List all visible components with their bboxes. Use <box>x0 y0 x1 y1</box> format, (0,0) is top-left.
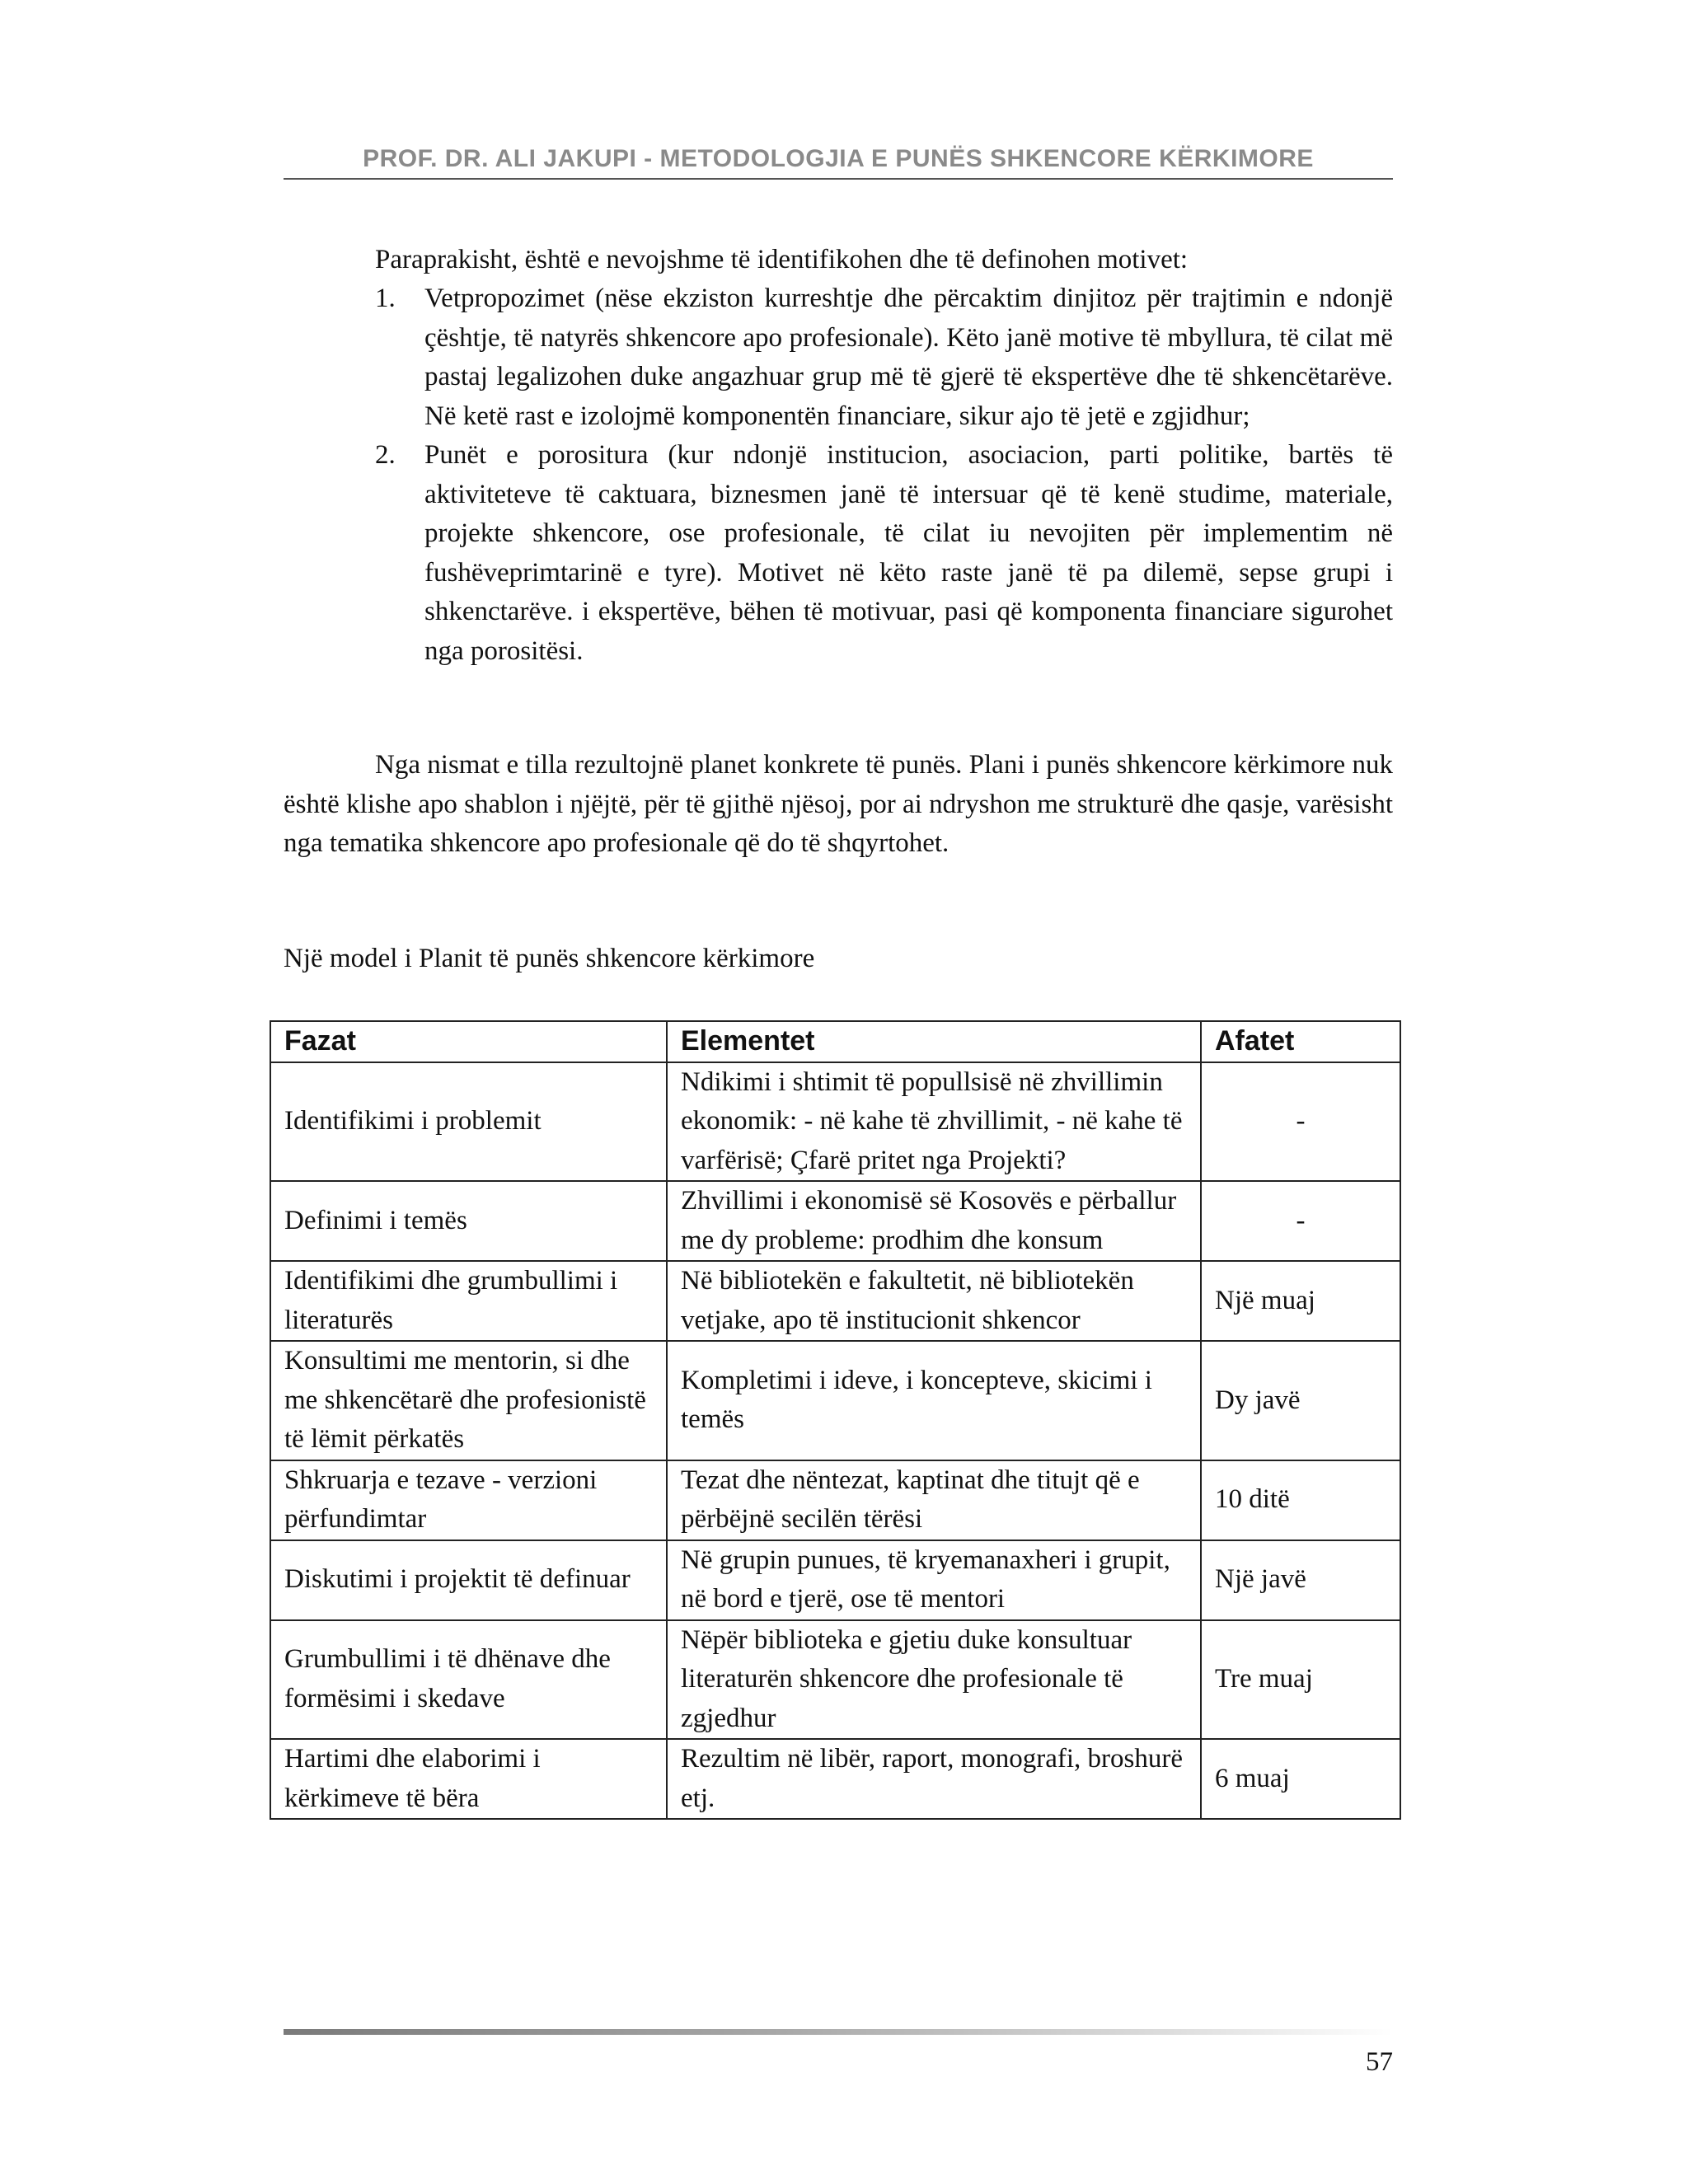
elements-cell: Në grupin punues, të kryemanaxheri i grupit, në bord e tjerë, ose të mentori <box>667 1540 1201 1620</box>
elements-cell: Zhvillimi i ekonomisë së Kosovës e përballur me dy probleme: prodhim dhe konsum <box>667 1181 1201 1261</box>
deadline-cell: Një javë <box>1201 1540 1400 1620</box>
table-row <box>270 1739 1400 1819</box>
table-row <box>270 1181 1400 1261</box>
deadline-cell: 6 muaj <box>1201 1739 1400 1819</box>
list-number: 2. <box>375 440 396 470</box>
table-row <box>270 1620 1400 1740</box>
list-number: 1. <box>375 284 396 313</box>
elements-cell: Kompletimi i ideve, i koncepteve, skicimi i temës <box>667 1341 1201 1460</box>
phase-cell: Definimi i temës <box>270 1181 667 1261</box>
column-header-afatet: Afatet <box>1201 1021 1400 1062</box>
table-caption: Një model i Planit të punës shkencore kërkimore <box>284 944 815 973</box>
phase-cell: Identifikimi dhe grumbullimi i literaturës <box>270 1261 667 1341</box>
work-plan-table <box>270 1020 1401 1820</box>
elements-cell: Në bibliotekën e fakultetit, në bibliotekën vetjake, apo të institucionit shkencor <box>667 1261 1201 1341</box>
deadline-cell: Dy javë <box>1201 1341 1400 1460</box>
table-row <box>270 1261 1400 1341</box>
phase-cell: Grumbullimi i të dhënave dhe formësimi i skedave <box>270 1620 667 1740</box>
deadline-cell: 10 ditë <box>1201 1460 1400 1540</box>
deadline-cell: Një muaj <box>1201 1261 1400 1341</box>
page-number: 57 <box>1366 2047 1393 2077</box>
phase-cell: Hartimi dhe elaborimi i kërkimeve të bëra <box>270 1739 667 1819</box>
list-item-text: Punët e porositura (kur ndonjë institucion, asociacion, parti politike, bartës të aktiviteteve të caktuara, biznesmen janë të intersuar që të kenë studime, materiale, projekte shkencore, ose profesionale, të cilat iu nevojiten për implementim në fushëveprimtarinë e tyre). Motivet në këto raste janë të pa dilemë, sepse grupi i shkenctarëve. i ekspertëve, bëhen të motivuar, pasi që komponenta financiare sigurohet nga porositësi. <box>424 440 1393 666</box>
elements-cell: Nëpër biblioteka e gjetiu duke konsultuar literaturën shkencore dhe profesionale të zgjedhur <box>667 1620 1201 1740</box>
phase-cell: Shkruarja e tezave - verzioni përfundimtar <box>270 1460 667 1540</box>
table-row <box>270 1341 1400 1460</box>
elements-cell: Rezultim në libër, raport, monografi, broshurë etj. <box>667 1739 1201 1819</box>
phase-cell: Diskutimi i projektit të definuar <box>270 1540 667 1620</box>
body-paragraph: Nga nismat e tilla rezultojnë planet konkrete të punës. Plani i punës shkencore kërkimore nuk është klishe apo shablon i njëjtë, për të gjithë njësoj, por ai ndryshon me strukturë dhe qasje, varësisht nga tematika shkencore apo profesionale që do të shqyrtohet. <box>284 750 1393 858</box>
list-item <box>375 279 1393 436</box>
column-header-fazat: Fazat <box>270 1021 667 1062</box>
deadline-cell: - <box>1201 1062 1400 1182</box>
elements-cell: Ndikimi i shtimit të popullsisë në zhvillimin ekonomik: - në kahe të zhvillimit, - në kahe të varfërisë; Çfarë pritet nga Projekti? <box>667 1062 1201 1182</box>
table-row <box>270 1062 1400 1182</box>
intro-paragraph: Paraprakisht, është e nevojshme të identifikohen dhe të definohen motivet: <box>375 245 1189 274</box>
footer-rule <box>284 2029 1393 2035</box>
deadline-cell: - <box>1201 1181 1400 1261</box>
list-item <box>375 436 1393 671</box>
list-item-text: Vetpropozimet (nëse ekziston kurreshtje dhe përcaktim dinjitoz për trajtimin e ndonjë çështje, të natyrës shkencore apo profesionale). Këto janë motive të mbyllura, të cilat më pastaj legalizohen duke angazhuar grup më të gjerë të ekspertëve dhe të shkencëtarëve. Në ketë rast e izolojmë komponentën financiare, sikur ajo të jetë e zgjidhur; <box>424 284 1393 431</box>
phase-cell: Identifikimi i problemit <box>270 1062 667 1182</box>
running-header: PROF. DR. ALI JAKUPI - METODOLOGJIA E PUNËS SHKENCORE KËRKIMORE <box>363 145 1314 172</box>
column-header-elementet: Elementet <box>667 1021 1201 1062</box>
elements-cell: Tezat dhe nëntezat, kaptinat dhe titujt që e përbëjnë secilën tërësi <box>667 1460 1201 1540</box>
table-row <box>270 1540 1400 1620</box>
table-row <box>270 1460 1400 1540</box>
table-header-row <box>270 1021 1400 1062</box>
motive-list <box>375 279 1393 671</box>
phase-cell: Konsultimi me mentorin, si dhe me shkencëtarë dhe profesionistë të lëmit përkatës <box>270 1341 667 1460</box>
deadline-cell: Tre muaj <box>1201 1620 1400 1740</box>
header-rule <box>284 178 1393 180</box>
